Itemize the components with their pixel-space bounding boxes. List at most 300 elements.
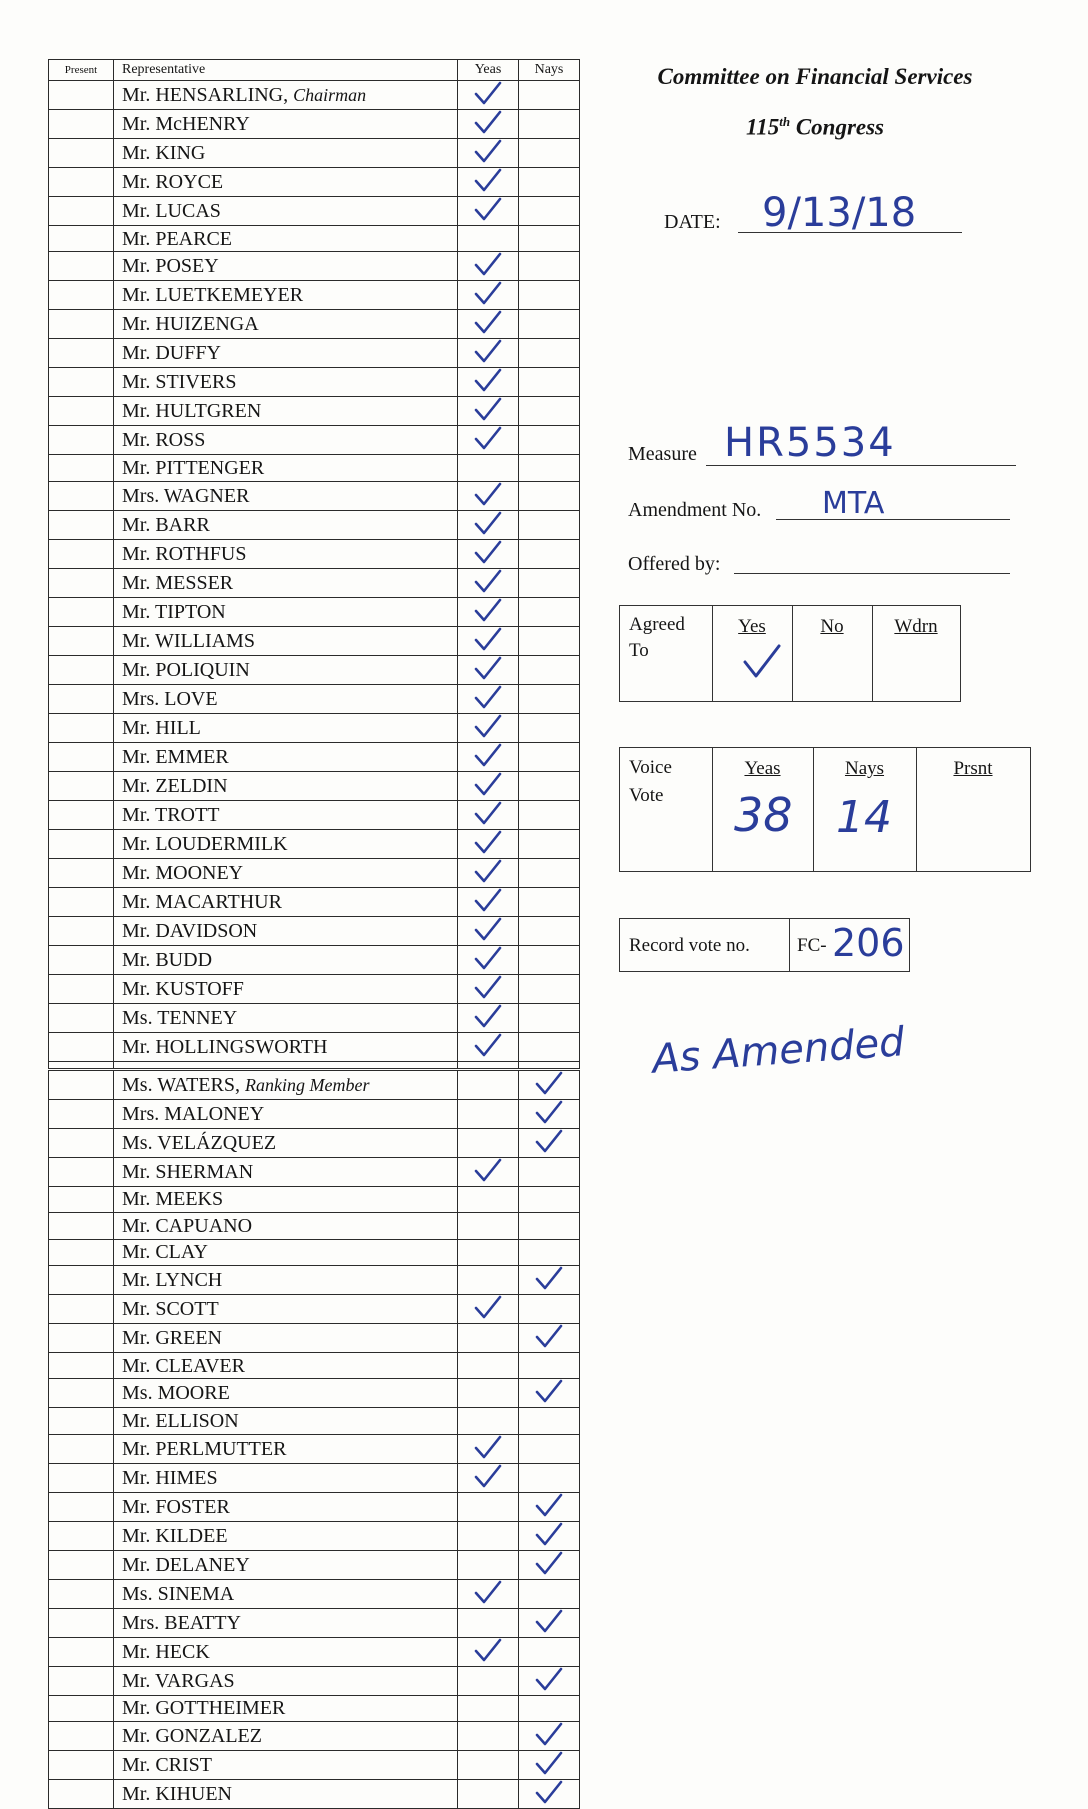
nay-cell: [519, 1294, 580, 1323]
representative-name: [114, 1550, 458, 1579]
congress-title: [600, 114, 1030, 141]
representative-name: [114, 858, 458, 887]
representative-name: [114, 1003, 458, 1032]
nay-cell: [519, 829, 580, 858]
present-cell: [49, 539, 114, 568]
nay-cell: [519, 568, 580, 597]
check-mark-icon: [534, 1493, 564, 1517]
member-name: Mr. DELANEY: [122, 1553, 250, 1576]
check-mark-icon: [473, 598, 503, 622]
table-row: [49, 684, 580, 713]
yea-cell: [458, 887, 519, 916]
nay-cell: [519, 974, 580, 1003]
agreed-yes-header: Yes: [738, 616, 766, 637]
yea-cell: [458, 1695, 519, 1721]
member-name: Mr. POSEY: [122, 255, 219, 278]
table-row: [49, 481, 580, 510]
member-name: Mr. HIMES: [122, 1466, 218, 1489]
member-name: Mr. LYNCH: [122, 1268, 223, 1291]
representative-name: [114, 713, 458, 742]
member-name: Mr. SHERMAN: [122, 1160, 254, 1183]
nay-cell: [519, 945, 580, 974]
member-name: Mr. STIVERS: [122, 371, 237, 394]
yea-cell: [458, 742, 519, 771]
voice-yeas-value: 38: [734, 788, 793, 842]
member-role: Chairman: [293, 85, 367, 105]
nay-cell: [519, 887, 580, 916]
member-name: Mr. ROSS: [122, 429, 206, 452]
amendment-label: Amendment No.: [628, 499, 762, 521]
agreed-yes-check-icon: [742, 642, 782, 682]
representative-name: [114, 81, 458, 110]
yea-cell: [458, 1294, 519, 1323]
nay-cell: [519, 1463, 580, 1492]
table-row: [49, 226, 580, 252]
voice-prsnt-header: Prsnt: [953, 758, 993, 779]
member-name: Mr. LUCAS: [122, 200, 221, 222]
present-cell: [49, 1780, 114, 1809]
check-mark-icon: [473, 1638, 503, 1662]
present-cell: [49, 1294, 114, 1323]
nay-cell: [519, 1003, 580, 1032]
nay-cell: [519, 252, 580, 281]
yea-cell: [458, 1239, 519, 1265]
nay-cell: [519, 1550, 580, 1579]
table-row: [49, 281, 580, 310]
table-row: [49, 139, 580, 168]
present-cell: [49, 1408, 114, 1434]
present-cell: [49, 455, 114, 481]
yea-cell: [458, 1265, 519, 1294]
table-row: [49, 168, 580, 197]
yea-cell: [458, 916, 519, 945]
table-header-row: [49, 60, 580, 81]
check-mark-icon: [534, 1379, 564, 1403]
table-row: [49, 974, 580, 1003]
representative-name: [114, 684, 458, 713]
table-row: [49, 1722, 580, 1751]
present-cell: [49, 829, 114, 858]
yea-cell: [458, 110, 519, 139]
present-cell: [49, 1434, 114, 1463]
present-cell: [49, 197, 114, 226]
member-name: Mr. MACARTHUR: [122, 890, 282, 913]
yea-cell: [458, 281, 519, 310]
representative-name: [114, 226, 458, 252]
check-mark-icon: [473, 917, 503, 941]
voice-yeas-header: Yeas: [744, 758, 781, 779]
table-row: [49, 197, 580, 226]
yea-cell: [458, 655, 519, 684]
nay-cell: [519, 713, 580, 742]
representative-name: [114, 1608, 458, 1637]
member-name: Mrs. MALONEY: [122, 1102, 265, 1125]
yea-cell: [458, 597, 519, 626]
representative-name: [114, 426, 458, 455]
representative-name: [114, 1379, 458, 1408]
present-cell: [49, 426, 114, 455]
member-name: Ms. VELÁZQUEZ: [122, 1131, 277, 1154]
representative-name: [114, 455, 458, 481]
date-value: 9/13/18: [762, 190, 917, 236]
representative-name: [114, 1666, 458, 1695]
check-mark-icon: [473, 1580, 503, 1604]
representative-name: [114, 281, 458, 310]
agreed-no-header: No: [820, 616, 844, 637]
present-cell: [49, 339, 114, 368]
member-name: Mrs. LOVE: [122, 687, 218, 710]
representative-name: [114, 110, 458, 139]
member-name: Mr. HUIZENGA: [122, 313, 259, 336]
check-mark-icon: [473, 830, 503, 854]
agreed-to-box: [619, 605, 961, 702]
nay-cell: [519, 916, 580, 945]
table-row: [49, 1157, 580, 1186]
representative-name: [114, 887, 458, 916]
check-mark-icon: [473, 252, 503, 276]
table-row: [49, 368, 580, 397]
nay-cell: [519, 1186, 580, 1212]
table-row: [49, 1099, 580, 1128]
present-header: Present: [49, 60, 114, 81]
record-vote-number: 206: [832, 921, 905, 965]
yea-cell: [458, 858, 519, 887]
present-cell: [49, 310, 114, 339]
member-name: Mrs. WAGNER: [122, 484, 250, 507]
member-role: Ranking Member: [245, 1074, 370, 1095]
representative-name: [114, 655, 458, 684]
member-name: Mr. CLEAVER: [122, 1354, 245, 1377]
member-name: Mr. POLIQUIN: [122, 658, 250, 681]
check-mark-icon: [534, 1522, 564, 1546]
record-vote-label: Record vote no.: [629, 935, 750, 956]
present-cell: [49, 1666, 114, 1695]
yea-cell: [458, 1722, 519, 1751]
yea-cell: [458, 1379, 519, 1408]
yea-cell: [458, 1069, 519, 1099]
representative-name: [114, 1722, 458, 1751]
roll-call-table: [48, 59, 578, 1809]
present-cell: [49, 281, 114, 310]
present-cell: [49, 397, 114, 426]
check-mark-icon: [534, 1129, 564, 1153]
nay-cell: [519, 1323, 580, 1352]
representative-name: [114, 1186, 458, 1212]
yea-cell: [458, 252, 519, 281]
check-mark-icon: [473, 859, 503, 883]
table-row: [49, 455, 580, 481]
present-cell: [49, 481, 114, 510]
table-row: [49, 81, 580, 110]
yea-cell: [458, 684, 519, 713]
yea-cell: [458, 510, 519, 539]
check-mark-icon: [473, 281, 503, 305]
nay-cell: [519, 481, 580, 510]
table-row: [49, 339, 580, 368]
member-name: Mr. FOSTER: [122, 1495, 230, 1518]
table-row: [49, 1608, 580, 1637]
date-label: DATE:: [664, 211, 721, 233]
present-cell: [49, 1379, 114, 1408]
yea-cell: [458, 974, 519, 1003]
member-name: Mr. ROYCE: [122, 171, 224, 193]
present-cell: [49, 800, 114, 829]
member-name: Mr. CAPUANO: [122, 1214, 253, 1237]
member-name: Mr. TROTT: [122, 803, 220, 826]
member-name: Mr. HILL: [122, 716, 201, 739]
check-mark-icon: [473, 1158, 503, 1182]
table-row: [49, 252, 580, 281]
table-row: [49, 110, 580, 139]
table-row: [49, 1265, 580, 1294]
representative-name: [114, 771, 458, 800]
present-cell: [49, 1032, 114, 1061]
nay-cell: [519, 1637, 580, 1666]
present-cell: [49, 168, 114, 197]
nay-cell: [519, 310, 580, 339]
to-label: To: [629, 640, 649, 661]
present-cell: [49, 1213, 114, 1239]
nay-cell: [519, 1579, 580, 1608]
table-row: [49, 1780, 580, 1809]
member-name: Mr. TIPTON: [122, 600, 226, 623]
nay-cell: [519, 626, 580, 655]
yea-cell: [458, 339, 519, 368]
member-name: Ms. SINEMA: [122, 1582, 235, 1605]
yea-cell: [458, 397, 519, 426]
present-cell: [49, 1550, 114, 1579]
nay-cell: [519, 139, 580, 168]
representative-name: [114, 1492, 458, 1521]
nay-cell: [519, 1521, 580, 1550]
yea-cell: [458, 539, 519, 568]
check-mark-icon: [473, 110, 503, 134]
present-cell: [49, 568, 114, 597]
representative-name: [114, 368, 458, 397]
check-mark-icon: [534, 1071, 564, 1095]
representative-name: [114, 481, 458, 510]
member-name: Ms. TENNEY: [122, 1006, 238, 1029]
member-name: Mr. KUSTOFF: [122, 977, 244, 1000]
member-name: Mr. CLAY: [122, 1241, 208, 1264]
present-cell: [49, 110, 114, 139]
check-mark-icon: [473, 975, 503, 999]
yea-cell: [458, 713, 519, 742]
yea-cell: [458, 1550, 519, 1579]
representative-name: [114, 1579, 458, 1608]
present-cell: [49, 1637, 114, 1666]
present-cell: [49, 510, 114, 539]
check-mark-icon: [534, 1551, 564, 1575]
yea-cell: [458, 626, 519, 655]
member-name: Mr. PITTENGER: [122, 457, 265, 480]
present-cell: [49, 655, 114, 684]
table-row: [49, 1128, 580, 1157]
yea-cell: [458, 829, 519, 858]
present-cell: [49, 1323, 114, 1352]
check-mark-icon: [473, 1004, 503, 1028]
representative-header: Representative: [114, 60, 458, 81]
check-mark-icon: [534, 1722, 564, 1746]
table-row: [49, 1408, 580, 1434]
nay-cell: [519, 197, 580, 226]
member-name: Mrs. BEATTY: [122, 1611, 241, 1634]
member-name: Mr. LUETKEMEYER: [122, 284, 304, 307]
check-mark-icon: [534, 1751, 564, 1775]
nay-cell: [519, 1157, 580, 1186]
member-name: Mr. DAVIDSON: [122, 919, 258, 942]
representative-name: [114, 800, 458, 829]
member-name: Mr. PEARCE: [122, 227, 233, 250]
member-name: Mr. KIHUEN: [122, 1783, 232, 1806]
representative-name: [114, 1128, 458, 1157]
nay-cell: [519, 1751, 580, 1780]
yea-cell: [458, 1408, 519, 1434]
table-row: [49, 742, 580, 771]
yea-cell: [458, 1492, 519, 1521]
present-cell: [49, 713, 114, 742]
nay-cell: [519, 539, 580, 568]
nay-cell: [519, 281, 580, 310]
representative-name: [114, 1157, 458, 1186]
yea-cell: [458, 1521, 519, 1550]
yea-cell: [458, 226, 519, 252]
nay-cell: [519, 110, 580, 139]
yea-cell: [458, 139, 519, 168]
representative-name: [114, 1352, 458, 1378]
nay-cell: [519, 1128, 580, 1157]
nay-cell: [519, 1239, 580, 1265]
representative-name: [114, 1265, 458, 1294]
check-mark-icon: [473, 397, 503, 421]
member-name: Ms. WATERS,: [122, 1073, 240, 1096]
nay-cell: [519, 684, 580, 713]
representative-name: [114, 1751, 458, 1780]
check-mark-icon: [473, 339, 503, 363]
nay-cell: [519, 226, 580, 252]
representative-name: [114, 252, 458, 281]
check-mark-icon: [473, 772, 503, 796]
representative-name: [114, 510, 458, 539]
member-name: Mr. GREEN: [122, 1326, 222, 1349]
check-mark-icon: [473, 569, 503, 593]
table-row: [49, 597, 580, 626]
measure-label: Measure: [628, 443, 697, 465]
yeas-header: Yeas: [458, 60, 519, 81]
yea-cell: [458, 1323, 519, 1352]
representative-name: [114, 1239, 458, 1265]
check-mark-icon: [534, 1100, 564, 1124]
table-row: [49, 568, 580, 597]
representative-name: [114, 310, 458, 339]
member-name: Mr. HOLLINGSWORTH: [122, 1035, 328, 1058]
representative-name: [114, 1780, 458, 1809]
check-mark-icon: [473, 685, 503, 709]
committee-title: Committee on Financial Services: [657, 64, 973, 89]
present-cell: [49, 858, 114, 887]
representative-name: [114, 197, 458, 226]
table-row: [49, 858, 580, 887]
member-name: Mr. WILLIAMS: [122, 629, 255, 652]
table-row: [49, 1434, 580, 1463]
check-mark-icon: [473, 197, 503, 221]
check-mark-icon: [473, 888, 503, 912]
member-name: Mr. MOONEY: [122, 861, 244, 884]
nay-cell: [519, 368, 580, 397]
yea-cell: [458, 1032, 519, 1061]
yea-cell: [458, 1463, 519, 1492]
present-cell: [49, 887, 114, 916]
member-name: Mr. ZELDIN: [122, 774, 228, 797]
table-row: [49, 1239, 580, 1265]
member-name: Mr. GONZALEZ: [122, 1725, 262, 1748]
member-name: Mr. CRIST: [122, 1754, 213, 1777]
member-name: Mr. VARGAS: [122, 1669, 235, 1692]
voice-nays-value: 14: [836, 792, 892, 843]
member-name: Mr. HULTGREN: [122, 400, 262, 423]
nay-cell: [519, 1213, 580, 1239]
present-cell: [49, 368, 114, 397]
yea-cell: [458, 771, 519, 800]
representative-name: [114, 1521, 458, 1550]
present-cell: [49, 626, 114, 655]
present-cell: [49, 1157, 114, 1186]
check-mark-icon: [473, 946, 503, 970]
check-mark-icon: [473, 1464, 503, 1488]
offered-by-line: [734, 573, 1010, 574]
present-cell: [49, 742, 114, 771]
present-cell: [49, 1128, 114, 1157]
present-cell: [49, 1003, 114, 1032]
table-row: [49, 887, 580, 916]
present-cell: [49, 1608, 114, 1637]
table-row: [49, 1323, 580, 1352]
representative-name: [114, 1213, 458, 1239]
nay-cell: [519, 597, 580, 626]
representative-name: [114, 974, 458, 1003]
minority-members: [49, 1069, 580, 1808]
nay-cell: [519, 1666, 580, 1695]
present-cell: [49, 1695, 114, 1721]
agreed-label: Agreed: [629, 614, 685, 635]
table-row: [49, 1637, 580, 1666]
check-mark-icon: [473, 168, 503, 192]
yea-cell: [458, 1186, 519, 1212]
representative-name: [114, 597, 458, 626]
nay-cell: [519, 742, 580, 771]
congress-suffix: th: [779, 114, 791, 129]
nay-cell: [519, 1722, 580, 1751]
table-row: [49, 1550, 580, 1579]
measure-value: HR5534: [724, 420, 896, 466]
yea-cell: [458, 1666, 519, 1695]
check-mark-icon: [534, 1780, 564, 1804]
nays-header: Nays: [519, 60, 580, 81]
yea-cell: [458, 168, 519, 197]
nay-cell: [519, 1352, 580, 1378]
present-cell: [49, 597, 114, 626]
yea-cell: [458, 1780, 519, 1809]
representative-name: [114, 1099, 458, 1128]
table-row: [49, 1695, 580, 1721]
nay-cell: [519, 1492, 580, 1521]
member-name: Ms. MOORE: [122, 1382, 230, 1405]
member-name: Mr. LOUDERMILK: [122, 832, 288, 855]
table-row: [49, 771, 580, 800]
present-cell: [49, 139, 114, 168]
nay-cell: [519, 1780, 580, 1809]
nay-cell: [519, 1069, 580, 1099]
